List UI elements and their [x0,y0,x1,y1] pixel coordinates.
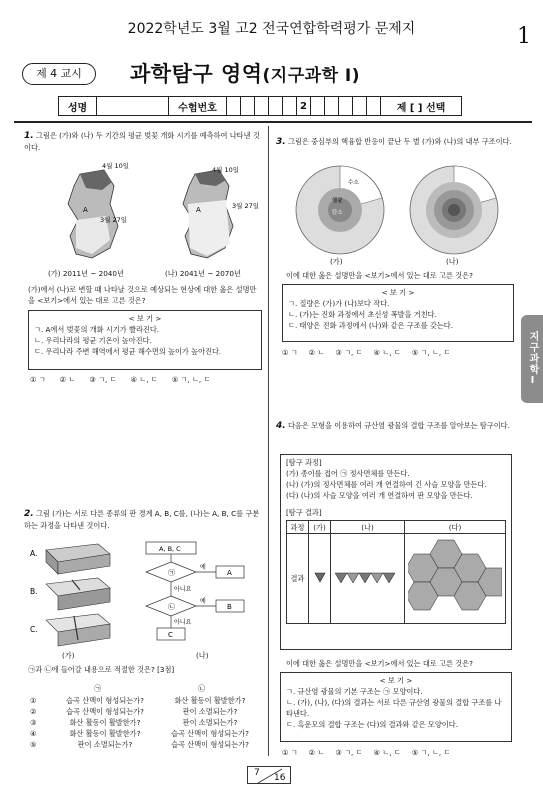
q3-bogi-item: ㄷ. 태양은 진화 과정에서 (나)와 같은 구조를 갖는다. [288,321,454,330]
q2-flow-a: A [227,569,232,577]
subject-sub: (지구과학 Ⅰ) [262,66,361,86]
q4-choices [282,748,514,758]
q4-number: 4. [276,421,286,431]
q4-bogi-box [280,672,512,742]
q4-bogi-title: < 보 기 > [379,676,413,685]
q4-question: 이에 대한 옳은 설명만을 <보기>에서 있는 대로 고른 것은? [286,659,473,668]
q4-result-table [286,520,506,624]
q2-flow-yes-2: 예 [200,598,206,605]
q2-col-b: ㉡ [198,684,206,693]
exam-no-box[interactable] [269,97,283,115]
select-label: 제 [ ] 선택 [396,102,446,114]
subject-title [130,58,360,88]
q3-question: 이에 대한 옳은 설명만을 <보기>에서 있는 대로 고른 것은? [286,271,473,280]
single-chain-icon [333,565,403,589]
q4-bogi-item: ㄷ. 흑운모의 결합 구조는 (다)의 결과와 같은 모양이다. [286,720,458,729]
q2-label-a: A. [30,549,38,558]
q4-bogi-item: ㄴ. (가), (나), (다)의 결과는 서로 다른 규산염 광물의 결합 구조를 나타낸다. [286,698,502,718]
exam-no-box[interactable] [241,97,255,115]
q1-caption-a: (가) 2011년 ~ 2040년 [48,269,124,278]
sheet-structure-icon [408,534,502,620]
q2-flow-q1: ㉠ [168,569,175,577]
q1-choice[interactable]: ④ ㄴ, ㄷ [130,375,158,384]
column-divider [268,126,269,756]
tetrahedron-icon [313,570,327,584]
q1-choices [30,375,264,385]
page-current: 7 [254,768,260,778]
subject-side-tab: 지구과학Ⅰ [521,315,543,403]
q3-caption-a: (가) [330,257,343,266]
q3-stem-text: 그림은 중심부의 핵융합 반응이 끝난 두 별 (가)와 (나)의 내부 구조이다. [287,137,512,146]
q1-bogi-item: ㄴ. 우리나라의 평균 기온이 높아진다. [34,336,152,345]
page-number: 1 [517,24,531,49]
q4-inquiry-box [280,454,512,650]
session-badge: 제 4 교시 [22,63,96,85]
q3-figure [282,164,508,256]
q3-choice[interactable]: ③ ㄱ, ㄷ [335,348,363,357]
q2-question: ㉠과 ㉡에 들어갈 내용으로 적절한 것은? [3점] [28,665,175,674]
q1-stem-text: 그림은 (가)와 (나) 두 기간의 평균 벚꽃 개화 시기를 예측하여 나타낸 것이다. [24,131,260,152]
q4-th: (나) [331,521,405,534]
q2-row[interactable]: ③ 화산 활동이 활발한가? 판이 소멸되는가? [30,718,238,727]
q1-label-apr10-a: 4월 10일 [102,162,130,170]
q4-result-title: [탐구 결과] [286,508,322,517]
q4-row-label: 결과 [287,534,309,624]
q3-choices [282,348,514,358]
q4-proc-step: (다) (나)의 사슬 모양을 여러 개 연결하여 판 모양을 만든다. [286,491,473,500]
q1-figure [40,160,265,272]
q2-label-c: C. [30,625,38,634]
exam-no-digit: 2 [297,97,311,115]
q2-flow-b: B [227,603,232,611]
q3-choice[interactable]: ④ ㄴ, ㄷ [373,348,401,357]
q4-th: (다) [405,521,506,534]
header-rule [14,121,532,123]
q2-label-b: B. [30,587,38,596]
q1-caption-b: (나) 2041년 ~ 2070년 [165,269,241,278]
q3-choice[interactable]: ① ㄱ [282,348,298,357]
name-label: 성명 [59,97,97,115]
q1-number: 1. [24,131,34,141]
exam-no-box[interactable] [339,97,353,115]
exam-no-box[interactable] [227,97,241,115]
q3-bogi-box [282,284,514,342]
q2-number: 2. [24,509,34,519]
q2-row[interactable]: ④ 화산 활동이 활발한가? 습곡 산맥이 형성되는가? [30,729,249,738]
info-bar [58,96,462,116]
q3-bogi-item: ㄱ. 질량은 (가)가 (나)보다 작다. [288,299,390,308]
q4-bogi-item: ㄱ. 규산염 광물의 기본 구조는 ㉠ 모양이다. [286,687,423,696]
exam-no-box[interactable] [255,97,269,115]
q4-result-b [331,534,405,624]
q4-choice[interactable]: ① ㄱ [282,748,298,757]
q2-flow-top: A, B, C [159,545,181,553]
q2-answer-table [30,695,266,750]
exam-no-box[interactable] [283,97,297,115]
q1-label-apr10-b: 4월 10일 [212,166,240,174]
q1-question: (가)에서 (나)로 변할 때 나타날 것으로 예상되는 현상에 대한 옳은 설명만을 <보기>에서 있는 대로 고른 것은? [28,285,257,305]
q4-choice[interactable]: ⑤ ㄱ, ㄴ, ㄷ [411,748,451,757]
exam-no-box[interactable] [325,97,339,115]
q1-bogi-item: ㄷ. 우리나라 주변 해역에서 평균 해수면의 높이가 높아진다. [34,347,222,356]
q3-caption-b: (나) [446,257,459,266]
q4-proc-step: (가) 종이를 접어 ㉠ 정사면체를 만든다. [286,469,410,478]
q1-choice[interactable]: ② ㄴ [59,375,76,384]
q4-result-a [309,534,331,624]
q1-point-a-left: A [83,206,88,214]
q2-row[interactable]: ① 습곡 산맥이 형성되는가? 화산 활동이 활발한가? [30,696,246,705]
q1-bogi-item: ㄱ. A에서 벚꽃의 개화 시기가 빨라진다. [34,325,160,334]
q4-choice[interactable]: ③ ㄱ, ㄷ [335,748,363,757]
page-total: 16 [274,773,286,783]
q2-flow-c: C [168,631,173,639]
exam-no-box[interactable] [311,97,325,115]
q3-layer-he: 헬륨 [332,198,343,204]
q1-choice[interactable]: ① ㄱ [30,375,46,384]
q3-bogi-title: < 보 기 > [381,288,415,297]
q2-row[interactable]: ⑤ 판이 소멸되는가? 습곡 산맥이 형성되는가? [30,740,249,749]
q2-stem [24,508,262,531]
q2-flow-q2: ㉡ [168,603,175,611]
q2-figure [28,540,268,650]
q3-layer-c: 탄소 [332,210,343,216]
name-field[interactable] [97,97,169,115]
q1-bogi-box [28,310,262,370]
q4-stem [276,420,512,432]
q4-stem-text: 다음은 모형을 이용하여 규산염 광물의 결합 구조를 알아보는 탐구이다. [287,421,510,430]
q2-col-a: ㉠ [94,684,102,693]
q2-flow-no-2: 아니요 [174,619,192,626]
star-b [410,166,498,254]
q1-bogi-title: < 보 기 > [128,314,162,323]
q2-flowchart [146,542,244,640]
q1-point-a-right: A [196,206,201,214]
q4-choice[interactable]: ② ㄴ [308,748,325,757]
q3-layer-h: 수소 [348,180,359,186]
korea-map-b [183,170,233,258]
q4-choice[interactable]: ④ ㄴ, ㄷ [373,748,401,757]
page-indicator [247,766,291,784]
q2-caption-b: (나) [196,651,209,660]
q1-label-mar27-b: 3월 27일 [232,202,260,210]
q3-number: 3. [276,137,286,147]
q3-stem [276,136,512,148]
q2-row[interactable]: ② 습곡 산맥이 형성되는가? 판이 소멸되는가? [30,707,238,716]
q2-stem-text: 그림 (가)는 서로 다른 종류의 판 경계 A, B, C를, (나)는 A, B, C를 구분하는 과정을 나타낸 것이다. [24,509,260,530]
q4-th: (가) [309,521,331,534]
q1-choice[interactable]: ⑤ ㄱ, ㄴ, ㄷ [171,375,211,384]
q2-caption-a: (가) [62,651,75,660]
q4-th: 과정 [287,521,309,534]
q4-result-c [405,534,506,624]
q3-bogi-item: ㄴ. (가)는 진화 과정에서 초신성 폭발을 거친다. [288,310,437,319]
q4-proc-step: (나) (가)의 정사면체를 여러 개 연결하여 긴 사슬 모양을 만든다. [286,480,487,489]
q1-stem [24,130,262,153]
q2-flow-no-1: 아니요 [174,586,192,593]
korea-map-a [68,170,118,258]
exam-no-box[interactable] [367,97,381,115]
exam-title: 2022학년도 3월 고2 전국연합학력평가 문제지 [127,21,416,37]
q2-flow-yes-1: 예 [200,564,206,571]
subject-main: 과학탐구 영역 [130,62,263,86]
boundary-diagrams [30,544,110,646]
q3-choice[interactable]: ② ㄴ [308,348,325,357]
q1-choice[interactable]: ③ ㄱ, ㄷ [89,375,117,384]
exam-no-label: 수험번호 [169,97,227,115]
star-a [296,166,384,254]
q3-choice[interactable]: ⑤ ㄱ, ㄴ, ㄷ [411,348,451,357]
q4-proc-title: [탐구 과정] [286,458,322,467]
q1-label-mar27-a: 3월 27일 [100,216,128,224]
exam-no-box[interactable] [353,97,367,115]
